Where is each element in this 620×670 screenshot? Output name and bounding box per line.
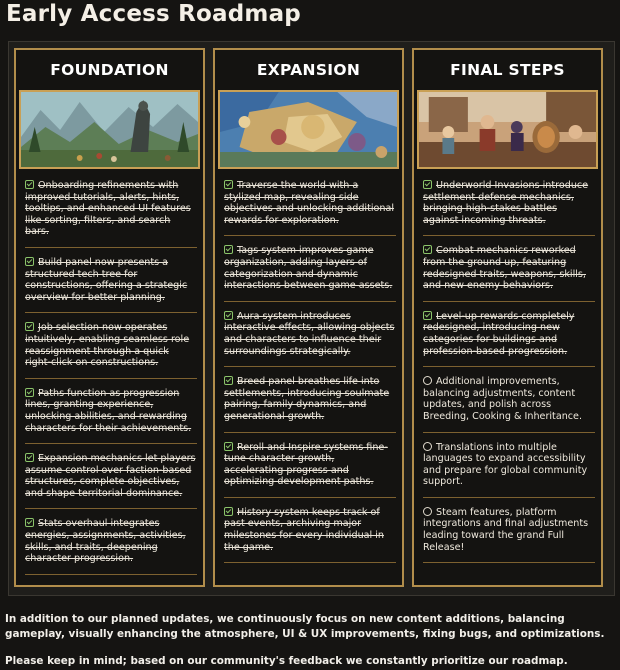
checkbox-checked-icon — [224, 180, 233, 189]
list-item: Underworld Invasions introduce settlement defense mechanics, bringing high-stakes battles against incoming threats. — [423, 178, 595, 236]
list-item: Reroll and Inspire systems fine-tune character growth, accelerating progress and optimizing development paths. — [224, 440, 396, 498]
checkbox-checked-icon — [423, 311, 432, 320]
checkbox-checked-icon — [25, 322, 34, 331]
list-item: Paths function as progression lines, granting experience, unlocking abilities, and rewarding characters for their achievements. — [25, 386, 197, 444]
foundation-illustration — [19, 90, 200, 169]
checkbox-checked-icon — [25, 453, 34, 462]
checkbox-checked-icon — [25, 257, 34, 266]
list-item: Onboarding refinements with improved tutorials, alerts, hints, tooltips, and enhanced UI features like sorting, filters, and search bars. — [25, 178, 197, 248]
checkbox-checked-icon — [224, 245, 233, 254]
roadmap-board — [8, 41, 615, 596]
checkbox-checked-icon — [224, 311, 233, 320]
list-item: Build panel now presents a structured tech tree for constructions, offering a strategic overview for better planning. — [25, 255, 197, 313]
item-list — [423, 178, 595, 563]
list-item: Stats overhaul integrates energies, assignments, activities, skills, and traits, deepening character progression. — [25, 516, 197, 574]
checkbox-checked-icon — [224, 442, 233, 451]
column-final-steps — [412, 48, 603, 587]
circle-empty-icon — [423, 507, 432, 516]
list-item: Breed panel breathes life into settlements, introducing soulmate pairing, family dynamics, and generational growth. — [224, 374, 396, 432]
column-title: FOUNDATION — [50, 61, 169, 79]
footer-note: In addition to our planned updates, we continuously focus on new content additions, balancing gameplay, visually enhancing the atmosphere, UI & UX improvements, fixing bugs, and optimizations. — [5, 613, 605, 640]
list-item: Expansion mechanics let players assume control over faction-based structures, complete objectives, and shape territorial dominance. — [25, 451, 197, 509]
checkbox-checked-icon — [224, 376, 233, 385]
column-foundation — [14, 48, 205, 587]
list-item: Steam features, platform integrations and final adjustments leading toward the grand Full Release! — [423, 505, 595, 563]
list-item: Traverse the world with a stylized map, revealing side objectives and unlocking additional rewards for exploration. — [224, 178, 396, 236]
list-item: Combat mechanics reworked from the ground up, featuring redesigned traits, weapons, skills, and new enemy behaviors. — [423, 243, 595, 301]
footer-priority-note: Please keep in mind; based on our community's feedback we constantly prioritize our roadmap. — [5, 655, 568, 667]
circle-empty-icon — [423, 442, 432, 451]
page-title: Early Access Roadmap — [6, 1, 301, 27]
checkbox-checked-icon — [423, 245, 432, 254]
item-list — [224, 178, 396, 563]
list-item: Additional improvements, balancing adjustments, content updates, and polish across Breeding, Cooking & Inheritance. — [423, 374, 595, 432]
column-expansion — [213, 48, 404, 587]
column-title: EXPANSION — [256, 61, 361, 79]
list-item: Translations into multiple languages to expand accessibility and prepare for global community support. — [423, 440, 595, 498]
checkbox-checked-icon — [25, 518, 34, 527]
checkbox-checked-icon — [224, 507, 233, 516]
expansion-illustration — [218, 90, 399, 169]
checkbox-checked-icon — [423, 180, 432, 189]
checkbox-checked-icon — [25, 180, 34, 189]
column-title: FINAL STEPS — [450, 61, 565, 79]
list-item: Tags system improves game organization, adding layers of categorization and dynamic interactions between game assets. — [224, 243, 396, 301]
list-item: History system keeps track of past events, archiving major milestones for every individual in the game. — [224, 505, 396, 563]
list-item: Level-up rewards completely redesigned, introducing new categories for buildings and profession-based progression. — [423, 309, 595, 367]
checkbox-checked-icon — [25, 388, 34, 397]
final-steps-illustration — [417, 90, 598, 169]
list-item: Job selection now operates intuitively, enabling seamless role reassignment through a quick right-click on constructions. — [25, 320, 197, 378]
list-item: Aura system introduces interactive effects, allowing objects and characters to influence their surroundings strategically. — [224, 309, 396, 367]
circle-empty-icon — [423, 376, 432, 385]
item-list — [25, 178, 197, 575]
